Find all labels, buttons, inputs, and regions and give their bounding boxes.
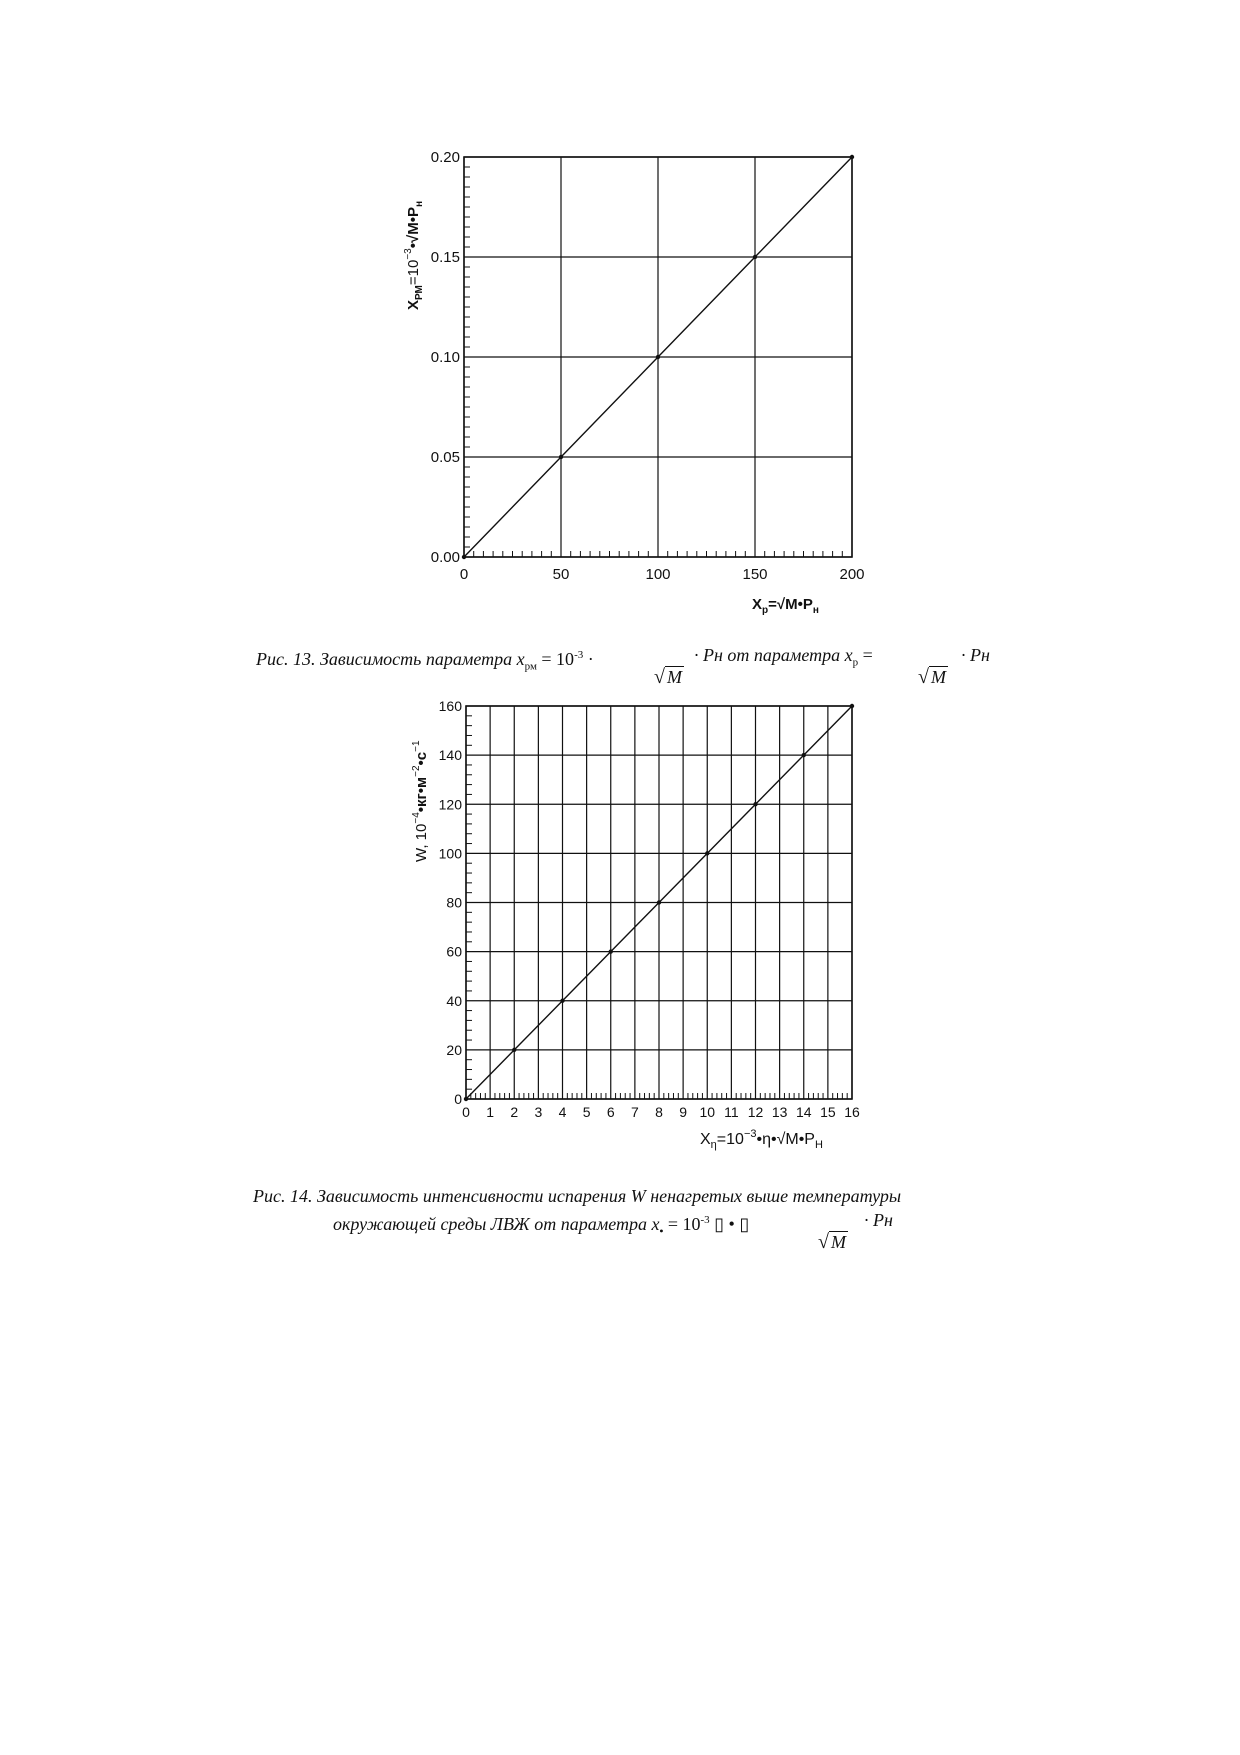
c2-x-tick-label-7: 7 xyxy=(630,1104,639,1120)
c2-y-tick-label-4: 80 xyxy=(446,894,462,911)
c2-y-tick-label-3: 60 xyxy=(446,943,462,960)
c2-x-tick-label-0: 0 xyxy=(462,1104,470,1120)
c2-x-tick-label-1: 1 xyxy=(486,1104,495,1120)
chart2-y-tick-labels xyxy=(439,698,463,1107)
c2-point-2 xyxy=(560,999,564,1003)
c2-x-tick-label-15: 15 xyxy=(820,1104,836,1120)
c1-x-tick-label-1: 50 xyxy=(552,566,570,583)
caption14-var: x xyxy=(651,1214,660,1234)
c1-x-tick-label-2: 100 xyxy=(645,566,671,583)
caption13-var1: x xyxy=(516,649,525,669)
chart2-x-axis-label: $X_\eta=10^{-3}•\eta•√M•P_Н$ xyxy=(700,1128,823,1151)
c2-y-tick-label-6: 120 xyxy=(438,796,462,813)
c2-point-5 xyxy=(705,851,709,855)
caption14-glyphs: ▯ • ▯ xyxy=(709,1214,750,1234)
c1-y-tick-label-1: 0.05 xyxy=(430,449,460,466)
c2-x-tick-label-12: 12 xyxy=(747,1104,764,1120)
caption13-eq2: = xyxy=(858,645,873,665)
c2-point-6 xyxy=(753,802,757,806)
c2-x-tick-label-11: 11 xyxy=(724,1104,739,1120)
caption13-var2: x xyxy=(844,645,853,665)
figure-14-caption-line1: Рис. 14. Зависимость интенсивности испарения W ненагретых выше температуры xyxy=(253,1186,902,1206)
caption13-radical-1: √ M xyxy=(654,666,682,688)
c2-point-4 xyxy=(657,900,661,904)
c2-x-tick-label-6: 6 xyxy=(606,1104,615,1120)
caption14-radical: √ M xyxy=(818,1231,846,1253)
caption13-prefix: Рис. 13. Зависимость параметра xyxy=(256,649,517,669)
figure-14-caption-line2 xyxy=(333,1208,749,1244)
c1-x-tick-label-3: 150 xyxy=(742,566,768,583)
c2-x-tick-label-14: 14 xyxy=(795,1104,812,1120)
c2-y-tick-label-2: 40 xyxy=(446,992,462,1009)
caption13-eq1: = 10 xyxy=(536,649,575,669)
c1-x-tick-label-0: 0 xyxy=(459,566,469,583)
c1-y-tick-label-3: 0.15 xyxy=(430,249,460,266)
c2-point-1 xyxy=(512,1048,516,1052)
caption14-eq: = 10 xyxy=(663,1214,701,1234)
caption14-pow: -3 xyxy=(700,1214,710,1226)
c1-x-tick-label-4: 200 xyxy=(839,566,865,583)
c2-point-0 xyxy=(464,1097,468,1101)
c2-x-tick-label-9: 9 xyxy=(679,1104,688,1120)
c2-y-tick-label-5: 100 xyxy=(438,845,462,862)
c2-y-tick-label-0: 0 xyxy=(454,1091,462,1107)
c1-y-tick-label-0: 0.00 xyxy=(430,549,460,566)
c2-x-tick-label-2: 2 xyxy=(510,1104,519,1120)
c2-point-8 xyxy=(850,704,854,708)
chart2-x-tick-labels xyxy=(462,1104,860,1120)
caption13-var1-sub: рм xyxy=(524,660,537,673)
c2-x-tick-label-10: 10 xyxy=(699,1104,716,1120)
c1-y-tick-label-2: 0.10 xyxy=(430,349,460,366)
caption14-var-sub: • xyxy=(659,1225,664,1238)
c2-y-tick-label-7: 140 xyxy=(438,747,462,764)
c2-point-7 xyxy=(802,753,806,757)
c2-x-tick-label-8: 8 xyxy=(655,1104,663,1120)
c2-x-tick-label-4: 4 xyxy=(558,1104,567,1120)
figure-14-caption-end: · Рн xyxy=(864,1210,893,1230)
caption13-end: · Рн xyxy=(961,645,990,665)
c2-x-tick-label-13: 13 xyxy=(771,1104,788,1120)
c2-point-3 xyxy=(609,949,613,953)
caption13-radical-2: √ M xyxy=(918,666,946,688)
chart1-x-axis-label: $X_р=√M•P_н$ xyxy=(752,596,819,616)
c2-x-tick-label-3: 3 xyxy=(534,1104,543,1120)
c1-y-tick-label-4: 0.20 xyxy=(430,149,460,166)
caption14-prefix: окружающей среды ЛВЖ от параметра xyxy=(333,1214,652,1234)
c2-x-tick-label-16: 16 xyxy=(844,1104,860,1120)
caption13-var2-sub: р xyxy=(852,656,859,669)
caption13-mid: · Рн от параметра xyxy=(694,645,845,665)
chart2-y-axis-label: W, $10^{-4}•кг•м^{-2}•с^{-1}$ xyxy=(411,740,430,862)
c2-x-tick-label-5: 5 xyxy=(582,1104,591,1120)
c2-y-tick-label-8: 160 xyxy=(438,698,462,714)
chart1-y-axis-label: $X_{РМ}=10^{-3}•√M•P_н$ xyxy=(403,200,425,310)
c2-y-tick-label-1: 20 xyxy=(446,1041,462,1058)
caption13-dot1: · xyxy=(583,649,594,669)
caption13-pow1: -3 xyxy=(574,649,584,661)
